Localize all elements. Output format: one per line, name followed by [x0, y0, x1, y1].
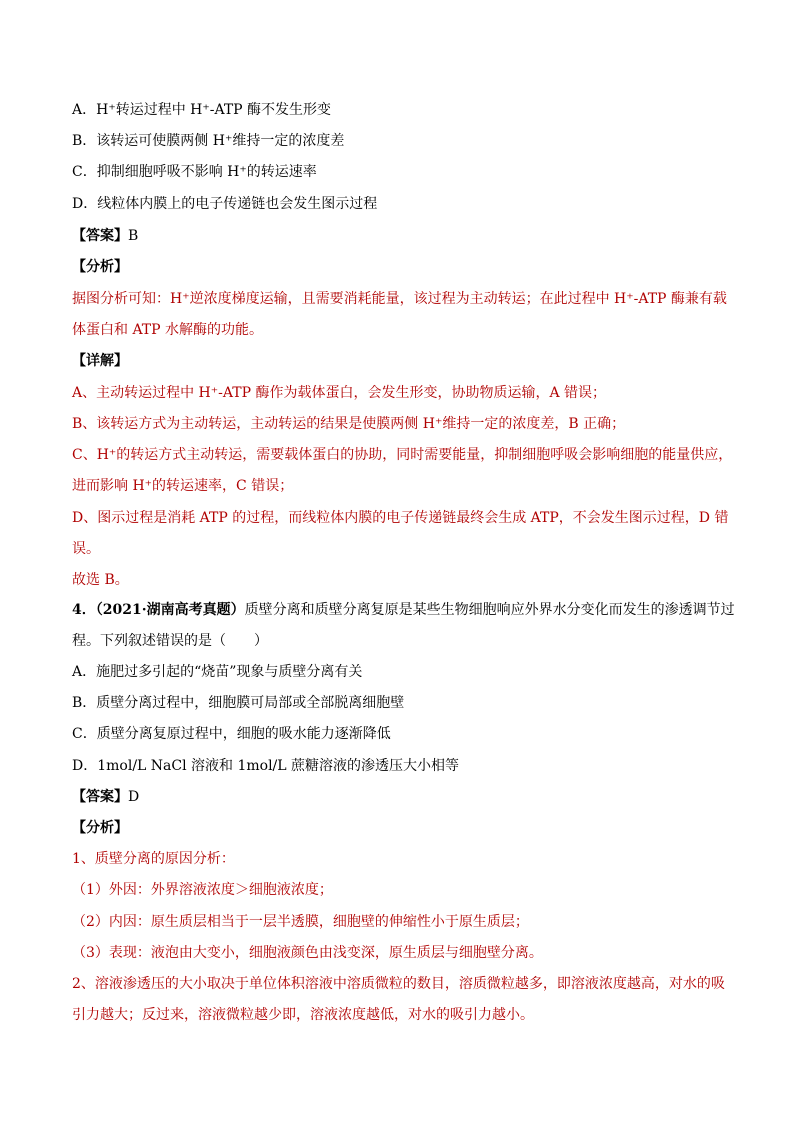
analysis-label: 【分析】 — [72, 259, 128, 275]
question-stem: 质壁分离和质壁分离复原是某些生物细胞响应外界水分变化而发生的渗透调节过 — [244, 602, 735, 618]
analysis-label: 【分析】 — [72, 820, 128, 836]
answer-value: B — [128, 228, 139, 244]
q4-stem-line-2: 程。下列叙述错误的是（ ） — [72, 633, 268, 649]
answer-label: 【答案】 — [72, 789, 128, 805]
detail-label: 【详解】 — [72, 353, 128, 369]
q3-option-b: B．该转运可使膜两侧 H⁺维持一定的浓度差 — [72, 133, 345, 149]
q3-detail-line-5: D、图示过程是消耗 ATP 的过程，而线粒体内膜的电子传递链最终会生成 ATP，不会发生图示过程，D 错 — [72, 510, 729, 526]
q3-detail-line-2: B、该转运方式为主动转运，主动转运的结果是使膜两侧 H⁺维持一定的浓度差，B 正确； — [72, 416, 626, 432]
q3-detail-line-3: C、H⁺的转运方式主动转运，需要载体蛋白的协助，同时需要能量，抑制细胞呼吸会影响细胞的能量供应， — [72, 447, 733, 463]
q3-detail-line-1: A、主动转运过程中 H⁺-ATP 酶作为载体蛋白，会发生形变，协助物质运输，A 错误； — [72, 385, 607, 401]
q3-detail-line-6: 误。 — [72, 541, 100, 557]
q3-analysis-line-2: 体蛋白和 ATP 水解酶的功能。 — [72, 322, 264, 338]
q4-analysis-line-1: 1、质壁分离的原因分析： — [72, 851, 235, 867]
q4-answer — [72, 787, 724, 807]
q3-option-c: C．抑制细胞呼吸不影响 H⁺的转运速率 — [72, 164, 317, 180]
q4-option-d: D．1mol/L NaCl 溶液和 1mol/L 蔗糖溶液的渗透压大小相等 — [72, 758, 460, 774]
question-number: 4． — [72, 602, 96, 618]
q4-analysis-line-2: （1）外因：外界溶液浓度＞细胞液浓度； — [72, 882, 333, 898]
q3-analysis-line-1: 据图分析可知：H⁺逆浓度梯度运输，且需要消耗能量，该过程为主动转运；在此过程中 H⁺-ATP 酶兼有载 — [72, 291, 727, 307]
q3-option-d: D．线粒体内膜上的电子传递链也会发生图示过程 — [72, 196, 378, 212]
q4-analysis-line-4: （3）表现：液泡由大变小，细胞液颜色由浅变深，原生质层与细胞壁分离。 — [72, 945, 543, 961]
q3-option-a: A．H⁺转运过程中 H⁺-ATP 酶不发生形变 — [72, 102, 332, 118]
q3-analysis-heading — [72, 257, 724, 277]
q4-stem-line-1 — [72, 600, 735, 620]
q4-analysis-line-5: 2、溶液渗透压的大小取决于单位体积溶液中溶质微粒的数目，溶质微粒越多，即溶液浓度越高，对水的吸 — [72, 976, 725, 992]
q4-option-a: A．施肥过多引起的“烧苗”现象与质壁分离有关 — [72, 664, 363, 680]
q3-detail-line-4: 进而影响 H⁺的转运速率，C 错误； — [72, 478, 294, 494]
q4-option-c: C．质壁分离复原过程中，细胞的吸水能力逐渐降低 — [72, 726, 391, 742]
q3-detail-heading — [72, 351, 724, 371]
answer-value: D — [128, 789, 140, 805]
q3-answer — [72, 226, 724, 246]
question-source: （2021·湖南高考真题） — [95, 602, 245, 618]
q4-analysis-line-6: 引力越大；反过来，溶液微粒越少即，溶液浓度越低，对水的吸引力越小。 — [72, 1007, 534, 1023]
q4-option-b: B．质壁分离过程中，细胞膜可局部或全部脱离细胞壁 — [72, 695, 405, 711]
q4-analysis-line-3: （2）内因：原生质层相当于一层半透膜，细胞壁的伸缩性小于原生质层； — [72, 914, 529, 930]
q4-analysis-heading — [72, 818, 724, 838]
q3-conclusion: 故选 B。 — [72, 572, 129, 588]
answer-label: 【答案】 — [72, 228, 128, 244]
